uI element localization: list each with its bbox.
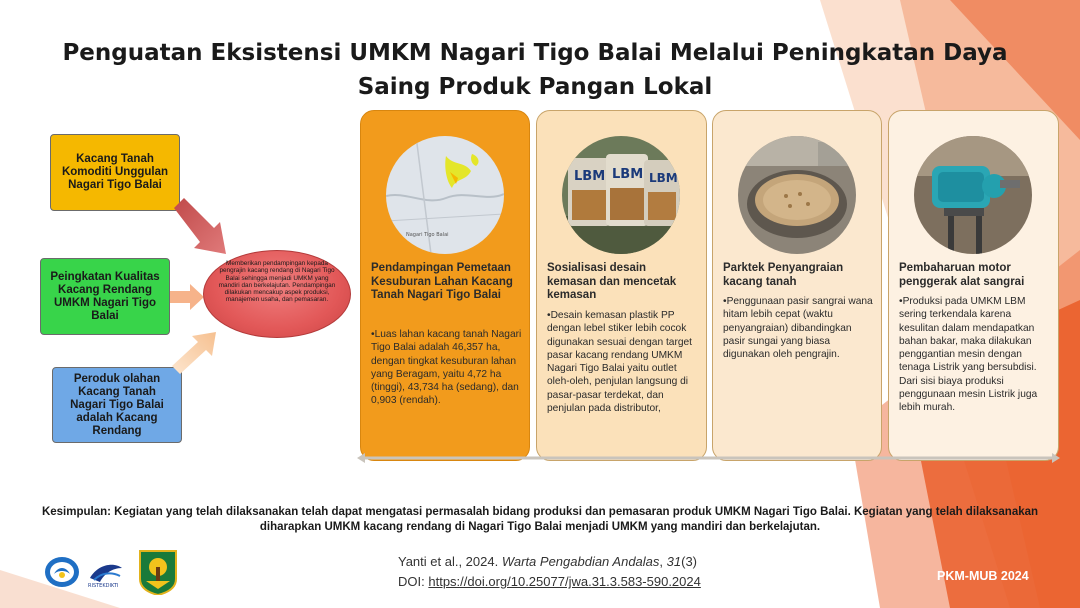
conclusion-text: Kesimpulan: Kegiatan yang telah dilaksanakan telah dapat mengatasi permasalah bidang produksi dan pemasaran produk UMKM Nagari Tigo Balai. Kegiatan yang telah dilaksanakan diharapkan UMKM kacang rendang di Nagari Tigo Balai menjadi UMKM yang mandiri dan berkelajutan.: [41, 506, 1039, 533]
doi-label: DOI:: [398, 574, 425, 589]
svg-text:LBM: LBM: [574, 169, 606, 184]
center-description: Memberikan pendampingan kepada pengrajin kacang rendang di Nagari Tigo Balai sehingga menjadi UMKM yang mandiri dan berkelajutan. Pendampingan dilakukan mencakup aspek produksi, manajemen usaha, dan pemasaran.: [218, 260, 336, 304]
citation-issue: (3): [681, 554, 697, 569]
card-pembaharuan-motor: [888, 110, 1059, 461]
citation-journal: Warta Pengabdian Andalas: [501, 554, 660, 569]
svg-text:LBM: LBM: [649, 171, 678, 185]
svg-text:LBM: LBM: [612, 167, 644, 182]
card-title: Pendampingan Pemetaan Kesuburan Lahan Kacang Tanah Nagari Tigo Balai: [371, 262, 513, 301]
map-photo: [386, 136, 504, 254]
card-pemetaan-kesuburan: [360, 110, 530, 461]
citation-doi: [398, 572, 701, 592]
citation-line: Yanti et al., 2024. Warta Pengabdian Andalas, 31(3): [398, 554, 697, 569]
card-sosialisasi-kemasan: [536, 110, 707, 461]
card-body: •Penggunaan pasir sangrai wana hitam lebih cepat (waktu penyangraian) dibandingkan pasir sungai yang biasa digunakan oleh pengrajin.: [723, 296, 873, 361]
card-body: •Desain kemasan plastik PP dengan lebel stiker lebih cocok digunakan sesuai dengan target pasar kacang rendang UMKM Nagari Tigo Balai yaitu outlet oleh-oleh, penjulan langsung di pasar-pasar terdekat, dan penjulan pada distributor,: [547, 310, 693, 415]
timeline-arrow: [357, 452, 1060, 464]
svg-text:RISTEKDIKTI: RISTEKDIKTI: [88, 583, 119, 588]
ristekdikti-logo: [86, 558, 126, 588]
box-produk-olahan: Peroduk olahan Kacang Tanah Nagari Tigo Balai adalah Kacang Rendang: [52, 367, 182, 443]
svg-text:Nagari Tigo Balai: Nagari Tigo Balai: [406, 232, 449, 238]
doi-link[interactable]: https://doi.org/10.25077/jwa.31.3.583-590.2024: [428, 574, 701, 589]
card-body: •Luas lahan kacang tanah Nagari Tigo Balai adalah 46,357 ha, dengan tingkat kesuburan lahan yang Beragam, yaitu 4,72 ha (tinggi), 43,734 ha (sedang), dan 0,903 (rendah).: [371, 329, 522, 407]
citation-authors: Yanti et al., 2024.: [398, 554, 499, 569]
card-praktek-penyangraian: [712, 110, 882, 461]
card-title: Parktek Penyangraian kacang tanah: [723, 262, 844, 288]
tut-wuri-handayani-logo: [44, 556, 80, 588]
arrow-box2-to-center: [170, 284, 206, 310]
packaging-photo: [562, 136, 680, 254]
card-title: Pembaharuan motor penggerak alat sangrai: [899, 262, 1025, 288]
citation-volume: 31: [666, 554, 682, 569]
citation: [398, 552, 701, 592]
roasting-photo: [738, 136, 856, 254]
page-title: Penguatan Eksistensi UMKM Nagari Tigo Balai Melalui Peningkatan Daya Saing Produk Pangan Lokal: [62, 40, 1008, 100]
box-peningkatan-kualitas: Peingkatan Kualitas Kacang Rendang UMKM Nagari Tigo Balai: [40, 258, 170, 335]
arrow-box1-to-center: [170, 196, 230, 258]
box-komoditi-unggulan: Kacang Tanah Komoditi Unggulan Nagari Tigo Balai: [50, 134, 180, 211]
regency-emblem-logo: [136, 549, 180, 595]
arrow-box3-to-center: [170, 330, 218, 376]
motor-photo: [914, 136, 1032, 254]
card-title: Sosialisasi desain kemasan dan mencetak kemasan: [547, 262, 677, 301]
card-body: •Produksi pada UMKM LBM sering terkendala karena kesulitan dalam mendapatkan bahan bakar, maka dilakukan penggantian mesin dengan tenaga Listrik yang bersubdisi. Dari sisi biaya produksi penggunaan mesin Listrik juga lebih murah.: [899, 296, 1038, 414]
pkm-badge: PKM-MUB 2024: [937, 569, 1029, 583]
